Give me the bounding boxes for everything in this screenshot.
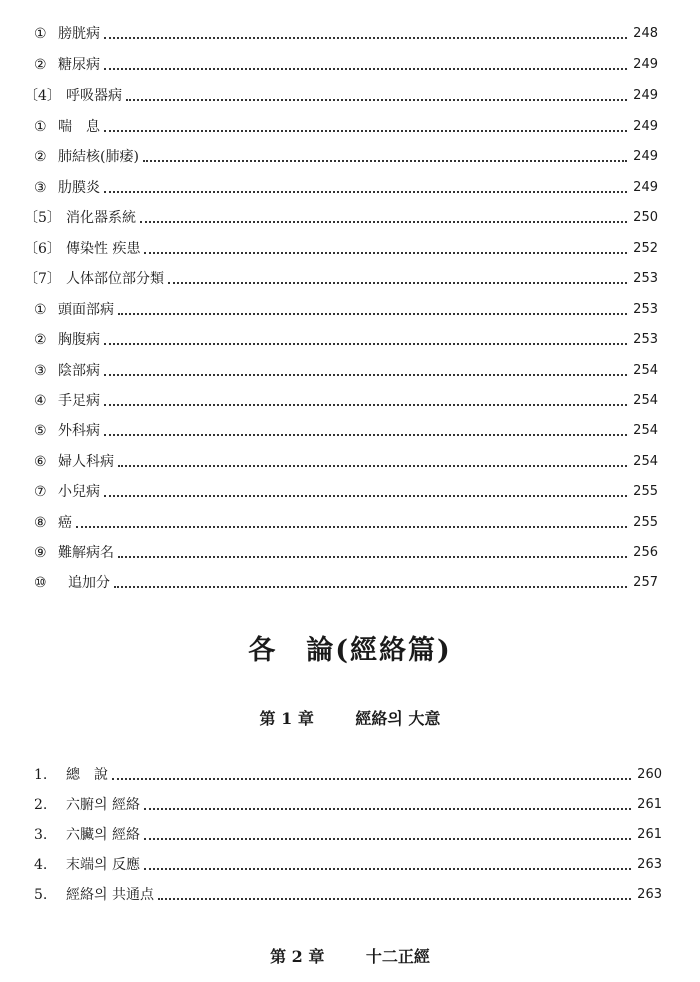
- entry-label: 癌: [58, 515, 72, 531]
- entry-label: 末端의 反應: [66, 857, 140, 873]
- leader-dots: [114, 586, 627, 588]
- entry-number: ②: [34, 332, 47, 348]
- leader-dots: [112, 778, 631, 780]
- leader-dots: [168, 282, 627, 284]
- entry-page: 254: [633, 393, 658, 408]
- entry-page: 257: [633, 575, 658, 590]
- entry-number: ③: [34, 363, 47, 379]
- entry-page: 249: [633, 180, 658, 195]
- toc-entry: [34, 390, 658, 412]
- entry-page: 255: [633, 484, 658, 499]
- leader-dots: [158, 898, 631, 900]
- entry-number: 2.: [34, 797, 48, 813]
- entry-number: ⑤: [34, 423, 47, 439]
- entry-page: 260: [637, 767, 662, 782]
- toc-entry: [34, 23, 658, 45]
- entry-label: 喘 息: [58, 119, 100, 135]
- leader-dots: [104, 434, 627, 436]
- toc-entry: [34, 854, 662, 876]
- toc-entry: [34, 360, 658, 382]
- leader-dots: [104, 404, 627, 406]
- entry-page: 254: [633, 423, 658, 438]
- toc-entry: [24, 238, 658, 260]
- entry-label: 糖尿病: [58, 57, 100, 73]
- entry-page: 255: [633, 515, 658, 530]
- entry-number: 4.: [34, 857, 48, 873]
- entry-number: ①: [34, 26, 47, 42]
- entry-number: 3.: [34, 827, 48, 843]
- entry-label: 六臟의 經絡: [66, 827, 140, 843]
- entry-page: 263: [637, 887, 662, 902]
- leader-dots: [126, 99, 627, 101]
- entry-label: 傳染性 疾患: [66, 241, 141, 257]
- toc-entry: [34, 299, 658, 321]
- entry-label: 肋膜炎: [58, 180, 100, 196]
- leader-dots: [144, 252, 627, 254]
- entry-number: ③: [34, 180, 47, 196]
- leader-dots: [104, 374, 627, 376]
- entry-page: 253: [633, 271, 658, 286]
- entry-label: 小兒病: [58, 484, 100, 500]
- entry-number: ④: [34, 393, 47, 409]
- entry-label: 頭面部病: [58, 302, 114, 318]
- section-title: 各 論(經絡篇): [248, 635, 452, 666]
- leader-dots: [144, 838, 631, 840]
- entry-page: 261: [637, 827, 662, 842]
- toc-entry: [34, 764, 662, 786]
- entry-label: 陰部病: [58, 363, 100, 379]
- entry-number: ⑧: [34, 515, 47, 531]
- entry-label: 人体部位部分類: [66, 271, 164, 287]
- entry-number: ⑨: [34, 545, 47, 561]
- toc-entry: [34, 177, 658, 199]
- toc-entry: [34, 542, 658, 564]
- entry-label: 胸腹病: [58, 332, 100, 348]
- toc-entry: [24, 85, 658, 107]
- entry-number: ②: [34, 57, 47, 73]
- entry-number: ①: [34, 302, 47, 318]
- leader-dots: [104, 130, 627, 132]
- entry-page: 252: [633, 241, 658, 256]
- entry-page: 249: [633, 88, 658, 103]
- entry-number: ①: [34, 119, 47, 135]
- entry-page: 249: [633, 119, 658, 134]
- leader-dots: [144, 808, 631, 810]
- entry-page: 254: [633, 454, 658, 469]
- toc-entry: [24, 207, 658, 229]
- entry-number: 〔5〕: [24, 210, 61, 226]
- entry-page: 254: [633, 363, 658, 378]
- leader-dots: [104, 343, 627, 345]
- chapter-title: 十二正經: [365, 947, 430, 966]
- chapter-number: 第 1 章: [259, 709, 314, 728]
- leader-dots: [104, 37, 627, 39]
- toc-entry: [24, 268, 658, 290]
- entry-label: 總 說: [66, 767, 108, 783]
- leader-dots: [104, 68, 627, 70]
- entry-page: 256: [633, 545, 658, 560]
- toc-entry: [34, 116, 658, 138]
- leader-dots: [140, 221, 627, 223]
- entry-page: 253: [633, 332, 658, 347]
- entry-page: 253: [633, 302, 658, 317]
- toc-entry: [34, 572, 658, 594]
- toc-entry: [34, 420, 658, 442]
- leader-dots: [76, 526, 627, 528]
- entry-label: 經絡의 共通点: [66, 887, 154, 903]
- entry-label: 難解病名: [58, 545, 114, 561]
- entry-label: 手足病: [58, 393, 100, 409]
- entry-number: 〔7〕: [24, 271, 61, 287]
- entry-page: 263: [637, 857, 662, 872]
- entry-page: 248: [633, 26, 658, 41]
- leader-dots: [104, 495, 627, 497]
- chapter-2-heading: [0, 944, 700, 967]
- entry-label: 婦人科病: [58, 454, 114, 470]
- leader-dots: [104, 191, 627, 193]
- toc-entry: [34, 146, 658, 168]
- toc-entry: [34, 512, 658, 534]
- entry-label: 膀胱病: [58, 26, 100, 42]
- entry-label: 外科病: [58, 423, 100, 439]
- leader-dots: [143, 160, 627, 162]
- entry-number: 〔6〕: [24, 241, 61, 257]
- leader-dots: [144, 868, 631, 870]
- toc-entry: [34, 451, 658, 473]
- leader-dots: [118, 313, 627, 315]
- entry-page: 249: [633, 57, 658, 72]
- entry-page: 261: [637, 797, 662, 812]
- entry-page: 249: [633, 149, 658, 164]
- toc-entry: [34, 54, 658, 76]
- chapter-number: 第 2 章: [270, 947, 325, 966]
- toc-entry: [34, 884, 662, 906]
- entry-number: ⑥: [34, 454, 47, 470]
- toc-entry: [34, 824, 662, 846]
- entry-number: ②: [34, 149, 47, 165]
- entry-label: 呼吸器病: [66, 88, 122, 104]
- toc-entry: [34, 481, 658, 503]
- entry-label: 肺結核(肺痿): [58, 149, 139, 165]
- entry-label: 追加分: [68, 575, 110, 591]
- entry-number: 5.: [34, 887, 48, 903]
- entry-label: 消化器系統: [66, 210, 136, 226]
- entry-page: 250: [633, 210, 658, 225]
- toc-entry: [34, 794, 662, 816]
- entry-number: ⑦: [34, 484, 47, 500]
- entry-number: 〔4〕: [24, 88, 61, 104]
- entry-label: 六腑의 經絡: [66, 797, 140, 813]
- entry-number: 1.: [34, 767, 48, 783]
- chapter-title: 經絡의 大意: [355, 709, 441, 728]
- entry-number: ⑩: [34, 575, 47, 591]
- leader-dots: [118, 556, 627, 558]
- leader-dots: [118, 465, 627, 467]
- chapter-1-heading: [0, 706, 700, 729]
- toc-entry: [34, 329, 658, 351]
